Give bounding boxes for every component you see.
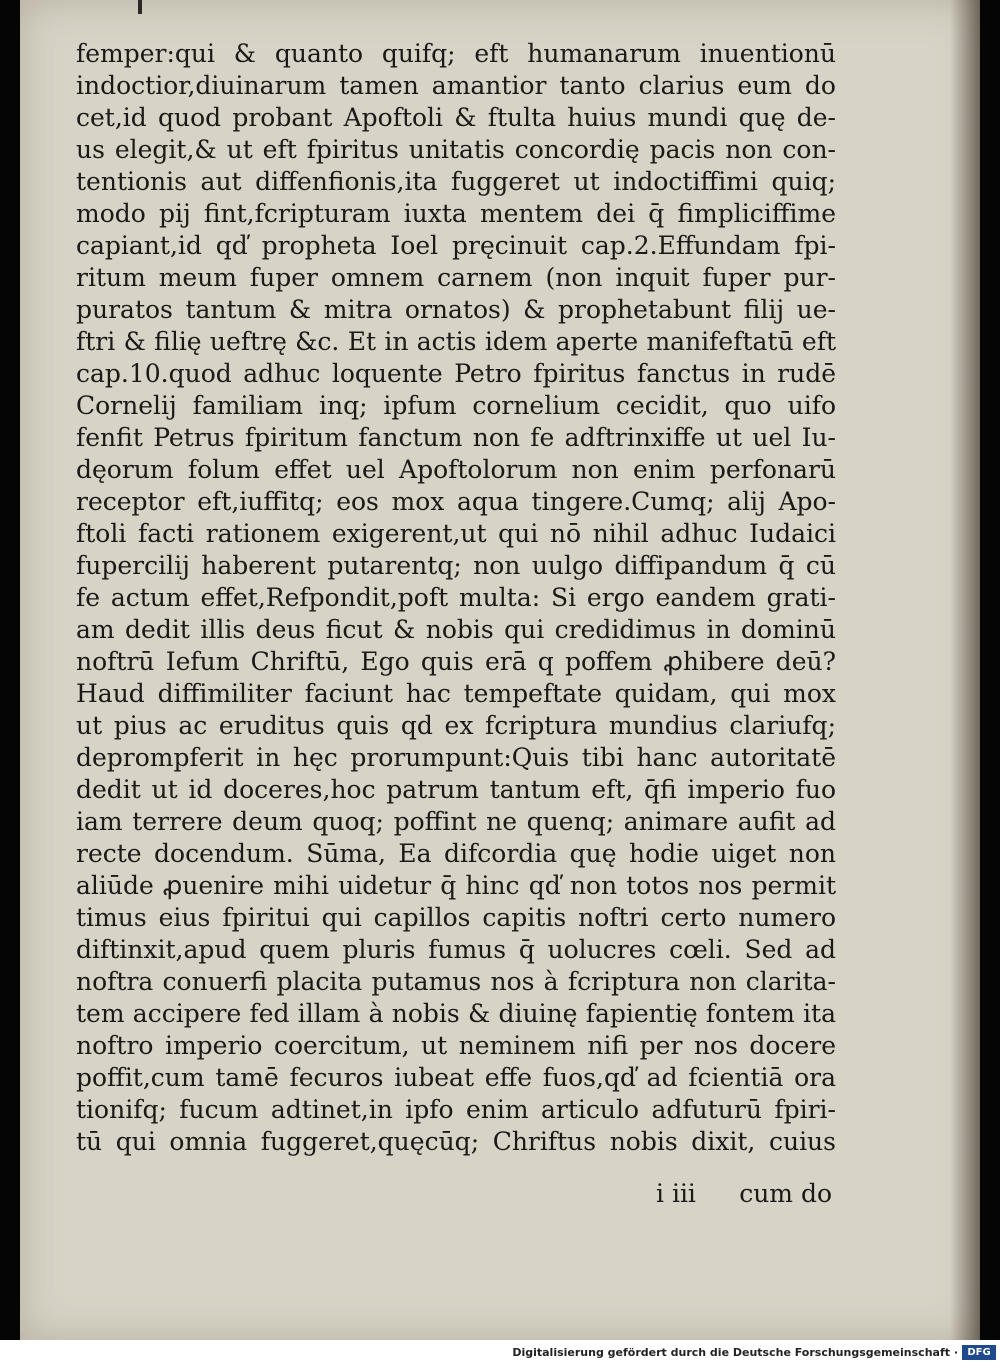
text-line: ftri & filię ueftrę &c. Et in actis idem aperte manifeftatū eft [76,327,836,356]
binding-mark [138,0,142,14]
text-line: noftro imperio coercitum, ut neminem nifi per nos docere [76,1031,836,1060]
text-line: tionifq; fucum adtinet,in ipfo enim articulo adfuturū fpiri- [76,1095,836,1124]
text-line: timus eius fpiritui qui capillos capitis noftri certo numero [76,903,836,932]
text-line: indoctior,diuinarum tamen amantior tanto clarius eum do [76,71,836,100]
text-line: tentionis aut diffenfionis,ita fuggeret ut indoctiffimi quiq; [76,167,836,196]
text-line: am dedit illis deus ficut & nobis qui credidimus in dominū [76,615,836,644]
text-line: recte docendum. Sūma, Ea difcordia quę hodie uiget non [76,839,836,868]
signature-mark: i iii [656,1179,696,1208]
text-line: aliūde ꝓuenire mihi uidetur q̄ hinc qď non totos nos permit [76,871,836,900]
text-line: diftinxit,apud quem pluris fumus q̄ uolucres cœli. Sed ad [76,935,836,964]
digitization-credit-bar [0,1340,1000,1366]
catchword: cum do [739,1179,832,1208]
text-line: ftoli facti rationem exigerent,ut qui nō nihil adhuc Iudaici [76,519,836,548]
page-text [76,38,836,1158]
text-line: tū qui omnia fuggeret,quęcūq; Chriftus nobis dixit, cuius [76,1127,836,1156]
text-line: us elegit,& ut eft fpiritus unitatis concordię pacis non con- [76,135,836,164]
text-line: fupercilij haberent putarentq; non uulgo diffipandum q̄ cū [76,551,836,580]
page-edge-shadow [950,0,980,1340]
digitization-credit: Digitalisierung gefördert durch die Deutsche Forschungsgemeinschaft · [512,1346,958,1359]
text-line: noftrū Iefum Chriftū, Ego quis erā q poffem ꝓhibere deū? [76,647,836,676]
text-line: ritum meum fuper omnem carnem (non inquit fuper pur- [76,263,836,292]
page-footer [76,1178,836,1210]
dfg-logo: DFG [962,1345,996,1360]
text-line: Cornelij familiam inq; ipfum cornelium cecidit, quo uifo [76,391,836,420]
text-line: dęorum folum effet uel Apoftolorum non enim perfonarū [76,455,836,484]
text-line: receptor eft,iuffitq; eos mox aqua tingere.Cumq; alij Apo- [76,487,836,516]
text-line: ut pius ac eruditus quis qd ex fcriptura mundius clariufq; [76,711,836,740]
text-line: tem accipere fed illam à nobis & diuinę fapientię fontem ita [76,999,836,1028]
text-line: fenfit Petrus fpiritum fanctum non fe adftrinxiffe ut uel Iu- [76,423,836,452]
text-line: deprompferit in hęc prorumpunt:Quis tibi hanc autoritatē [76,743,836,772]
text-line: noftra conuerfi placita putamus nos à fcriptura non clarita- [76,967,836,996]
text-line: capiant,id qď propheta Ioel pręcinuit cap.2.Effundam fpi- [76,231,836,260]
text-line: femper:qui & quanto quifq; eft humanarum inuentionū [76,39,836,68]
book-page [20,0,980,1340]
text-line: cet,id quod probant Apoftoli & ftulta huius mundi quę de- [76,103,836,132]
text-line: cap.10.quod adhuc loquente Petro fpiritus fanctus in rudē [76,359,836,388]
text-line: puratos tantum & mitra ornatos) & prophetabunt filij ue- [76,295,836,324]
text-line: modo pij fint,fcripturam iuxta mentem dei q̄ fimpliciffime [76,199,836,228]
text-line: Haud diffimiliter faciunt hac tempeftate quidam, qui mox [76,679,836,708]
text-line: fe actum effet,Refpondit,poft multa: Si ergo eandem grati- [76,583,836,612]
text-line: dedit ut id doceres,hoc patrum tantum eft, q̄fi imperio fuo [76,775,836,804]
text-line: poffit,cum tamē fecuros iubeat effe fuos,qď ad fcientiā ora [76,1063,836,1092]
text-line: iam terrere deum quoq; poffint ne quenq; animare aufit ad [76,807,836,836]
